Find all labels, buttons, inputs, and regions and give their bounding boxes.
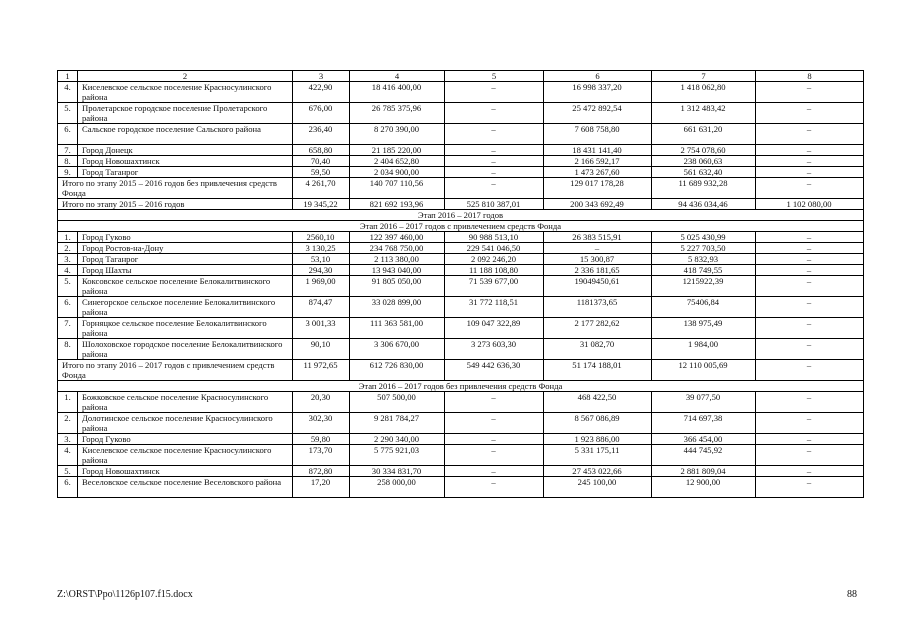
data-table [57, 70, 864, 498]
table-cell: 444 745,92 [652, 445, 756, 466]
table-cell: – [445, 124, 544, 145]
table-row [58, 445, 864, 466]
table-cell: 39 077,50 [652, 392, 756, 413]
total-label: Итого по этапу 2015 – 2016 годов без привлечения средств Фонда [58, 178, 293, 199]
table-cell: 8 270 390,00 [350, 124, 445, 145]
table-cell: 1 969,00 [293, 276, 350, 297]
table-cell: – [445, 103, 544, 124]
municipality-name: Город Гуково [78, 232, 293, 243]
section-title: Этап 2016 – 2017 годов с привлечением средств Фонда [58, 221, 864, 232]
table-row [58, 167, 864, 178]
table-row [58, 392, 864, 413]
table-cell: 25 472 892,54 [544, 103, 652, 124]
total-row [58, 199, 864, 210]
table-row [58, 103, 864, 124]
table-cell: 258 000,00 [350, 477, 445, 498]
table-cell: 2 881 809,04 [652, 466, 756, 477]
table-cell: – [445, 178, 544, 199]
table-row [58, 145, 864, 156]
table-cell: 658,80 [293, 145, 350, 156]
table-cell: 612 726 830,00 [350, 360, 445, 381]
row-number: 6. [58, 297, 78, 318]
section-title: Этап 2016 – 2017 годов [58, 210, 864, 221]
table-cell: 17,20 [293, 477, 350, 498]
table-cell: 21 185 220,00 [350, 145, 445, 156]
row-number: 6. [58, 477, 78, 498]
table-cell: 15 300,87 [544, 254, 652, 265]
table-cell: 3 130,25 [293, 243, 350, 254]
table-cell: 12 110 005,69 [652, 360, 756, 381]
municipality-name: Горняцкое сельское поселение Белокалитвинского района [78, 318, 293, 339]
table-cell: 27 453 022,66 [544, 466, 652, 477]
table-cell: 122 397 460,00 [350, 232, 445, 243]
municipality-name: Сальское городское поселение Сальского района [78, 124, 293, 145]
row-number: 1. [58, 392, 78, 413]
municipality-name: Киселевское сельское поселение Красносулинского района [78, 445, 293, 466]
row-number: 5. [58, 103, 78, 124]
table-body [58, 71, 864, 498]
table-cell: 2 754 078,60 [652, 145, 756, 156]
table-cell: 294,30 [293, 265, 350, 276]
row-number: 3. [58, 254, 78, 265]
column-header: 3 [293, 71, 350, 82]
table-row [58, 466, 864, 477]
table-cell: 229 541 046,50 [445, 243, 544, 254]
row-number: 5. [58, 466, 78, 477]
table-cell: – [756, 156, 864, 167]
table-cell: 1 984,00 [652, 339, 756, 360]
municipality-name: Шолоховское городское поселение Белокалитвинского района [78, 339, 293, 360]
table-cell: 2 034 900,00 [350, 167, 445, 178]
column-header: 8 [756, 71, 864, 82]
table-cell: – [756, 124, 864, 145]
table-cell: 3 001,33 [293, 318, 350, 339]
table-cell: – [544, 243, 652, 254]
section-title: Этап 2016 – 2017 годов без привлечения средств Фонда [58, 381, 864, 392]
table-cell: 821 692 193,96 [350, 199, 445, 210]
table-cell: – [756, 276, 864, 297]
table-cell: – [756, 392, 864, 413]
table-cell: 5 331 175,11 [544, 445, 652, 466]
table-row [58, 232, 864, 243]
table-row [58, 413, 864, 434]
table-row [58, 124, 864, 145]
table-cell: – [445, 445, 544, 466]
table-cell: 33 028 899,00 [350, 297, 445, 318]
table-row [58, 276, 864, 297]
table-cell: 129 017 178,28 [544, 178, 652, 199]
section-row [58, 381, 864, 392]
table-cell: 2560,10 [293, 232, 350, 243]
table-cell: – [756, 254, 864, 265]
table-cell: 5 025 430,99 [652, 232, 756, 243]
table-cell: – [756, 178, 864, 199]
table-cell: – [445, 413, 544, 434]
table-cell: 200 343 692,49 [544, 199, 652, 210]
column-header: 5 [445, 71, 544, 82]
municipality-name: Синегорское сельское поселение Белокалитвинского района [78, 297, 293, 318]
table-cell: 302,30 [293, 413, 350, 434]
column-header: 4 [350, 71, 445, 82]
table-cell: – [756, 434, 864, 445]
table-row [58, 243, 864, 254]
table-cell: – [756, 243, 864, 254]
table-cell: – [445, 156, 544, 167]
table-cell: 30 334 831,70 [350, 466, 445, 477]
total-label: Итого по этапу 2015 – 2016 годов [58, 199, 293, 210]
row-number: 7. [58, 318, 78, 339]
table-row [58, 156, 864, 167]
table-cell: 31 082,70 [544, 339, 652, 360]
table-row [58, 339, 864, 360]
table-cell: – [756, 413, 864, 434]
section-row [58, 210, 864, 221]
table-cell: – [756, 466, 864, 477]
table-cell: 422,90 [293, 82, 350, 103]
table-cell: 90 988 513,10 [445, 232, 544, 243]
municipality-name: Город Донецк [78, 145, 293, 156]
municipality-name: Коксовское сельское поселение Белокалитвинского района [78, 276, 293, 297]
table-cell: – [756, 477, 864, 498]
table-cell: 661 631,20 [652, 124, 756, 145]
table-cell: 714 697,38 [652, 413, 756, 434]
column-header: 2 [78, 71, 293, 82]
table-cell: 872,80 [293, 466, 350, 477]
table-cell: 16 998 337,20 [544, 82, 652, 103]
table-cell: – [756, 232, 864, 243]
row-number: 5. [58, 276, 78, 297]
table-row [58, 477, 864, 498]
municipality-name: Веселовское сельское поселение Веселовского района [78, 477, 293, 498]
total-row [58, 178, 864, 199]
table-cell: 13 943 040,00 [350, 265, 445, 276]
table-cell: – [756, 167, 864, 178]
table-cell: – [756, 297, 864, 318]
table-cell: 2 092 246,20 [445, 254, 544, 265]
table-cell: – [756, 318, 864, 339]
table-cell: 561 632,40 [652, 167, 756, 178]
table-cell: – [756, 103, 864, 124]
row-number: 8. [58, 156, 78, 167]
total-row [58, 360, 864, 381]
table-cell: 71 539 677,00 [445, 276, 544, 297]
table-cell: 75406,84 [652, 297, 756, 318]
table-cell: 31 772 118,51 [445, 297, 544, 318]
table-cell: 245 100,00 [544, 477, 652, 498]
table-cell: 4 261,70 [293, 178, 350, 199]
row-number: 1. [58, 232, 78, 243]
table-row [58, 265, 864, 276]
table-cell: – [756, 339, 864, 360]
table-cell: 18 416 400,00 [350, 82, 445, 103]
table-cell: 11 972,65 [293, 360, 350, 381]
municipality-name: Божковское сельское поселение Красносулинского района [78, 392, 293, 413]
table-cell: 2 166 592,17 [544, 156, 652, 167]
file-path: Z:\ORST\Ppo\1126p107.f15.docx [57, 589, 193, 600]
table-row [58, 297, 864, 318]
municipality-name: Пролетарское городское поселение Пролетарского района [78, 103, 293, 124]
table-cell: 90,10 [293, 339, 350, 360]
table-cell: 1 923 886,00 [544, 434, 652, 445]
table-cell: 2 290 340,00 [350, 434, 445, 445]
table-cell: 549 442 636,30 [445, 360, 544, 381]
table-cell: 53,10 [293, 254, 350, 265]
table-row [58, 434, 864, 445]
table-cell: 1 418 062,80 [652, 82, 756, 103]
table-cell: 1 312 483,42 [652, 103, 756, 124]
row-number: 4. [58, 445, 78, 466]
table-cell: 676,00 [293, 103, 350, 124]
table-cell: 7 608 758,80 [544, 124, 652, 145]
table-cell: 91 805 050,00 [350, 276, 445, 297]
table-cell: 138 975,49 [652, 318, 756, 339]
table-cell: 11 689 932,28 [652, 178, 756, 199]
table-cell: 236,40 [293, 124, 350, 145]
table-cell: 26 383 515,91 [544, 232, 652, 243]
table-cell: 238 060,63 [652, 156, 756, 167]
table-cell: – [756, 82, 864, 103]
table-cell: 234 768 750,00 [350, 243, 445, 254]
table-cell: 468 422,50 [544, 392, 652, 413]
table-cell: 19049450,61 [544, 276, 652, 297]
table-cell: 1 102 080,00 [756, 199, 864, 210]
row-number: 2. [58, 413, 78, 434]
table-cell: 11 188 108,80 [445, 265, 544, 276]
table-cell: 2 177 282,62 [544, 318, 652, 339]
row-number: 7. [58, 145, 78, 156]
table-cell: 874,47 [293, 297, 350, 318]
table-cell: 3 273 603,30 [445, 339, 544, 360]
table-cell: – [445, 477, 544, 498]
municipality-name: Город Таганрог [78, 254, 293, 265]
table-cell: 111 363 581,00 [350, 318, 445, 339]
municipality-name: Город Новошахтинск [78, 156, 293, 167]
table-cell: 20,30 [293, 392, 350, 413]
table-cell: 525 810 387,01 [445, 199, 544, 210]
table-cell: – [756, 145, 864, 156]
header-row [58, 71, 864, 82]
table-row [58, 318, 864, 339]
table-cell: 51 174 188,01 [544, 360, 652, 381]
table-cell: 59,80 [293, 434, 350, 445]
municipality-name: Город Шахты [78, 265, 293, 276]
table-cell: 173,70 [293, 445, 350, 466]
table-cell: 9 281 784,27 [350, 413, 445, 434]
table-cell: – [445, 392, 544, 413]
table-cell: 2 113 380,00 [350, 254, 445, 265]
table-cell: 70,40 [293, 156, 350, 167]
row-number: 4. [58, 265, 78, 276]
table-cell: 2 336 181,65 [544, 265, 652, 276]
section-row [58, 221, 864, 232]
table-cell: 26 785 375,96 [350, 103, 445, 124]
table-cell: – [756, 265, 864, 276]
table-cell: 366 454,00 [652, 434, 756, 445]
column-header: 7 [652, 71, 756, 82]
table-cell: 5 227 703,50 [652, 243, 756, 254]
municipality-name: Долотинское сельское поселение Красносулинского района [78, 413, 293, 434]
table-cell: 140 707 110,56 [350, 178, 445, 199]
row-number: 4. [58, 82, 78, 103]
column-header: 6 [544, 71, 652, 82]
table-cell: 19 345,22 [293, 199, 350, 210]
table-cell: – [756, 360, 864, 381]
table-cell: 18 431 141,40 [544, 145, 652, 156]
row-number: 2. [58, 243, 78, 254]
table-cell: – [756, 445, 864, 466]
municipality-name: Город Ростов-на-Дону [78, 243, 293, 254]
table-row [58, 82, 864, 103]
row-number: 9. [58, 167, 78, 178]
column-header: 1 [58, 71, 78, 82]
table-row [58, 254, 864, 265]
table-cell: 5 775 921,03 [350, 445, 445, 466]
row-number: 6. [58, 124, 78, 145]
row-number: 3. [58, 434, 78, 445]
table-cell: – [445, 466, 544, 477]
municipality-name: Город Таганрог [78, 167, 293, 178]
table-cell: 5 832,93 [652, 254, 756, 265]
table-cell: 507 500,00 [350, 392, 445, 413]
municipality-name: Город Новошахтинск [78, 466, 293, 477]
table-cell: – [445, 145, 544, 156]
table-cell: 418 749,55 [652, 265, 756, 276]
table-cell: – [445, 167, 544, 178]
table-cell: 94 436 034,46 [652, 199, 756, 210]
table-cell: 59,50 [293, 167, 350, 178]
table-cell: – [445, 82, 544, 103]
table-cell: 3 306 670,00 [350, 339, 445, 360]
table-cell: 1181373,65 [544, 297, 652, 318]
municipality-name: Киселевское сельское поселение Красносулинского района [78, 82, 293, 103]
municipality-name: Город Гуково [78, 434, 293, 445]
table-cell: 1 473 267,60 [544, 167, 652, 178]
total-label: Итого по этапу 2016 – 2017 годов с привлечением средств Фонда [58, 360, 293, 381]
page-number: 88 [847, 589, 857, 600]
table-cell: – [445, 434, 544, 445]
table-cell: 12 900,00 [652, 477, 756, 498]
table-cell: 109 047 322,89 [445, 318, 544, 339]
table-cell: 1215922,39 [652, 276, 756, 297]
row-number: 8. [58, 339, 78, 360]
table-cell: 2 404 652,80 [350, 156, 445, 167]
table-cell: 8 567 086,89 [544, 413, 652, 434]
